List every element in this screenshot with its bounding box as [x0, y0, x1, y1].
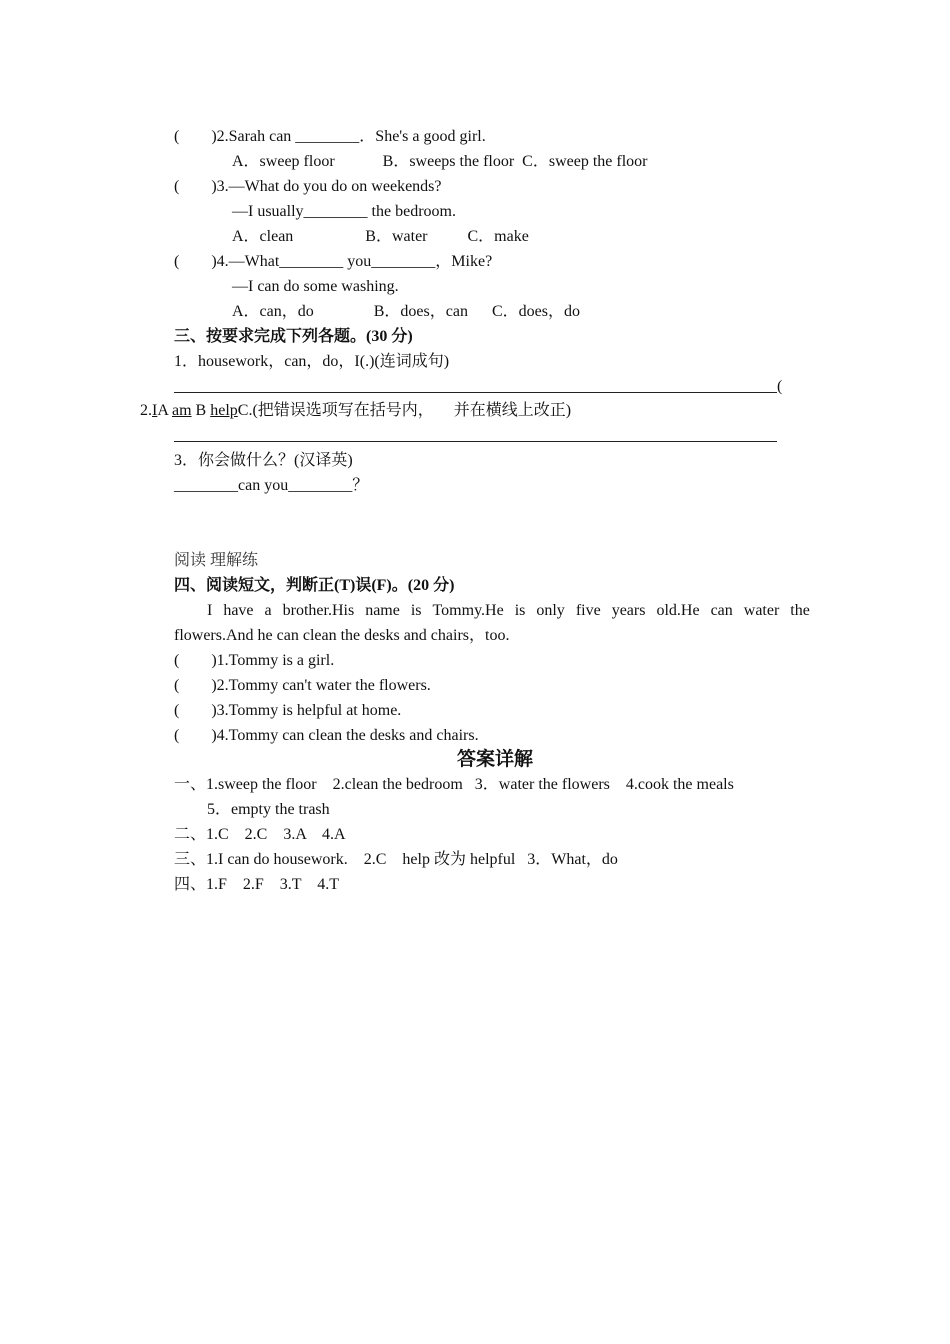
- q2-option-a: A: [157, 402, 172, 419]
- passage-word: water: [743, 602, 780, 619]
- passage-word: can: [710, 602, 733, 619]
- passage-word: is: [514, 602, 526, 619]
- answer-line-2: [174, 441, 777, 442]
- passage-word: years: [611, 602, 646, 619]
- section-3-question-3-blank: ________can you________？: [174, 477, 369, 494]
- passage-word: have: [223, 602, 254, 619]
- q2-word-help: help: [210, 402, 238, 419]
- question-4-options: A．can，do B．does，can C．does，do: [232, 303, 580, 320]
- answers-line-3: 三、1.I can do housework. 2.C help 改为 helpful 3．What，do: [174, 851, 618, 868]
- answer-line-1: [174, 392, 777, 393]
- passage-line-2: flowers.And he can clean the desks and chairs，too.: [174, 627, 510, 644]
- q2-word-am: am: [172, 402, 192, 419]
- question-2-stem: ( )2.Sarah can ________．She's a good girl.: [174, 128, 486, 145]
- answers-line-1b: 5．empty the trash: [207, 801, 330, 818]
- answers-title: 答案详解: [456, 749, 533, 770]
- judge-item-3: ( )3.Tommy is helpful at home.: [174, 702, 402, 719]
- question-3-reply: —I usually________ the bedroom.: [232, 203, 456, 220]
- question-3-stem: ( )3.—What do you do on weekends?: [174, 178, 442, 195]
- question-4-reply: —I can do some washing.: [232, 278, 399, 295]
- question-2-options: A．sweep floor B．sweeps the floor C．sweep the floor: [232, 153, 648, 170]
- answers-line-1: 一、1.sweep the floor 2.clean the bedroom 3．water the flowers 4.cook the meals: [174, 776, 734, 793]
- question-3-options: A．clean B．water C．make: [232, 228, 529, 245]
- question-4-stem: ( )4.—What________ you________，Mike?: [174, 253, 493, 270]
- answers-line-2: 二、1.C 2.C 3.A 4.A: [174, 826, 346, 843]
- passage-word: a: [264, 602, 272, 619]
- passage-word: the: [790, 602, 810, 619]
- judge-item-1: ( )1.Tommy is a girl.: [174, 652, 335, 669]
- section-4-heading: 四、阅读短文，判断正(T)误(F)。(20 分): [174, 577, 455, 594]
- section-3-heading: 三、按要求完成下列各题。(30 分): [174, 328, 413, 345]
- passage-word: Tommy.He: [432, 602, 504, 619]
- passage-word: only: [536, 602, 565, 619]
- passage-word: is: [410, 602, 422, 619]
- section-3-question-1: 1．housework，can，do，I(.)(连词成句): [174, 353, 450, 370]
- answer-line-1-paren: (: [777, 378, 783, 395]
- judge-item-4: ( )4.Tommy can clean the desks and chairs.: [174, 727, 479, 744]
- passage-line-1: [207, 601, 810, 621]
- q2-suffix: C.(把错误选项写在括号内， 并在横线上改正): [237, 402, 572, 419]
- section-3-question-2: [140, 401, 571, 421]
- passage-word: five: [575, 602, 601, 619]
- section-3-question-3: 3．你会做什么？(汉译英): [174, 452, 353, 469]
- passage-word: brother.His: [282, 602, 355, 619]
- passage-word: I: [207, 602, 213, 619]
- reading-label: 阅读 理解练: [174, 552, 259, 569]
- passage-word: old.He: [656, 602, 700, 619]
- q2-prefix: 2.: [140, 402, 152, 419]
- q2-word-i: I: [152, 402, 158, 419]
- answers-line-4: 四、1.F 2.F 3.T 4.T: [174, 876, 340, 893]
- q2-option-b: B: [191, 402, 211, 419]
- judge-item-2: ( )2.Tommy can't water the flowers.: [174, 677, 431, 694]
- passage-word: name: [365, 602, 400, 619]
